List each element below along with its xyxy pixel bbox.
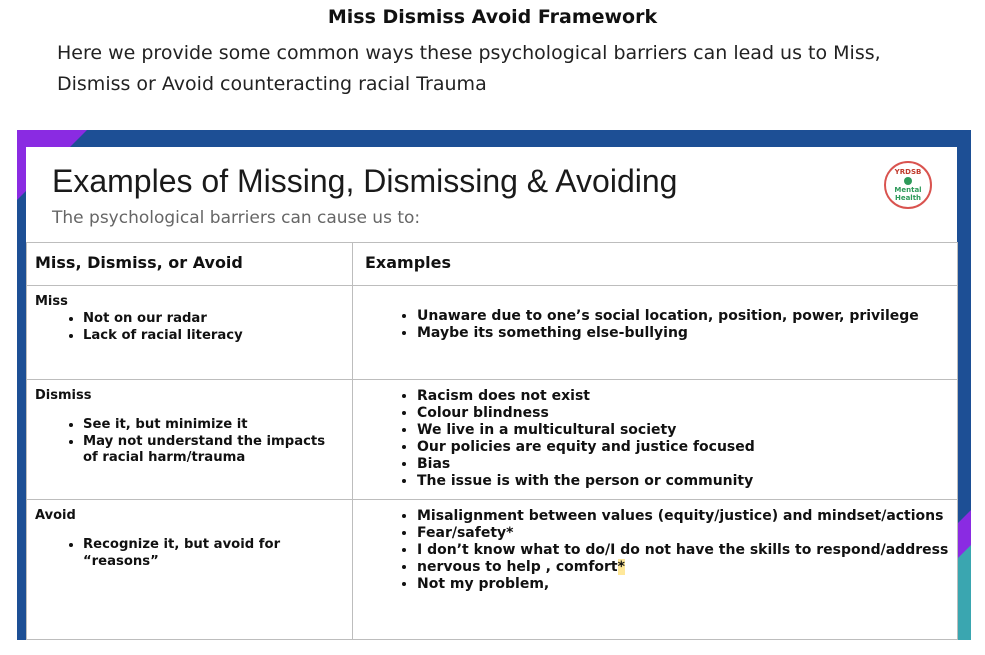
heart-icon bbox=[904, 177, 912, 185]
row-examples-cell bbox=[353, 286, 958, 380]
framework-table bbox=[26, 242, 958, 640]
row-category-cell bbox=[27, 286, 353, 380]
highlight-mark: * bbox=[617, 559, 625, 575]
list-item: • Not on our radar bbox=[83, 311, 344, 328]
table-row bbox=[27, 286, 958, 380]
list-item: • The issue is with the person or community bbox=[417, 473, 949, 490]
list-item: • Maybe its something else-bullying bbox=[417, 325, 949, 342]
yrdsb-mental-health-logo bbox=[884, 161, 932, 209]
logo-line-2: Mental bbox=[894, 186, 922, 194]
row-category-cell bbox=[27, 380, 353, 500]
list-item bbox=[417, 559, 949, 576]
list-item: • Racism does not exist bbox=[417, 388, 949, 405]
list-item: • I don’t know what to do/I do not have the skills to respond/address bbox=[417, 542, 949, 559]
list-item: • Unaware due to one’s social location, position, power, privilege bbox=[417, 308, 949, 325]
row-label: Dismiss bbox=[35, 388, 92, 403]
row-category-cell bbox=[27, 500, 353, 640]
document-title: Miss Dismiss Avoid Framework bbox=[327, 6, 658, 28]
list-item: • Fear/safety* bbox=[417, 525, 949, 542]
list-item: • Bias bbox=[417, 456, 949, 473]
list-item: • Colour blindness bbox=[417, 405, 949, 422]
slide-subtitle: The psychological barriers can cause us to: bbox=[52, 208, 421, 228]
row-examples-cell bbox=[353, 500, 958, 640]
row-examples-cell bbox=[353, 380, 958, 500]
intro-paragraph: Here we provide some common ways these psychological barriers can lead us to Miss, Dismiss or Avoid counteracting racial Trauma bbox=[57, 42, 881, 95]
slide-title: Examples of Missing, Dismissing & Avoiding bbox=[52, 163, 678, 199]
list-item-text: nervous to help , comfort bbox=[417, 559, 618, 575]
slide-frame bbox=[17, 130, 971, 640]
slide-panel bbox=[26, 147, 957, 640]
list-item: • See it, but minimize it bbox=[83, 417, 344, 434]
table-row bbox=[27, 380, 958, 500]
column-header-examples: Examples bbox=[353, 243, 958, 286]
column-header-category: Miss, Dismiss, or Avoid bbox=[27, 243, 353, 286]
list-item: • We live in a multicultural society bbox=[417, 422, 949, 439]
row-label: Miss bbox=[35, 294, 68, 309]
logo-line-3: Health bbox=[894, 194, 922, 202]
list-item: • May not understand the impacts of racial harm/trauma bbox=[83, 434, 344, 467]
list-item: • Our policies are equity and justice focused bbox=[417, 439, 949, 456]
logo-line-1: YRDSB bbox=[894, 168, 922, 176]
list-item: • Lack of racial literacy bbox=[83, 328, 344, 345]
table-row bbox=[27, 500, 958, 640]
list-item: • Misalignment between values (equity/justice) and mindset/actions bbox=[417, 508, 949, 525]
table-header-row bbox=[27, 243, 958, 286]
list-item: • Recognize it, but avoid for “reasons” bbox=[83, 537, 344, 570]
list-item: • Not my problem, bbox=[417, 576, 949, 593]
row-label: Avoid bbox=[35, 508, 76, 523]
